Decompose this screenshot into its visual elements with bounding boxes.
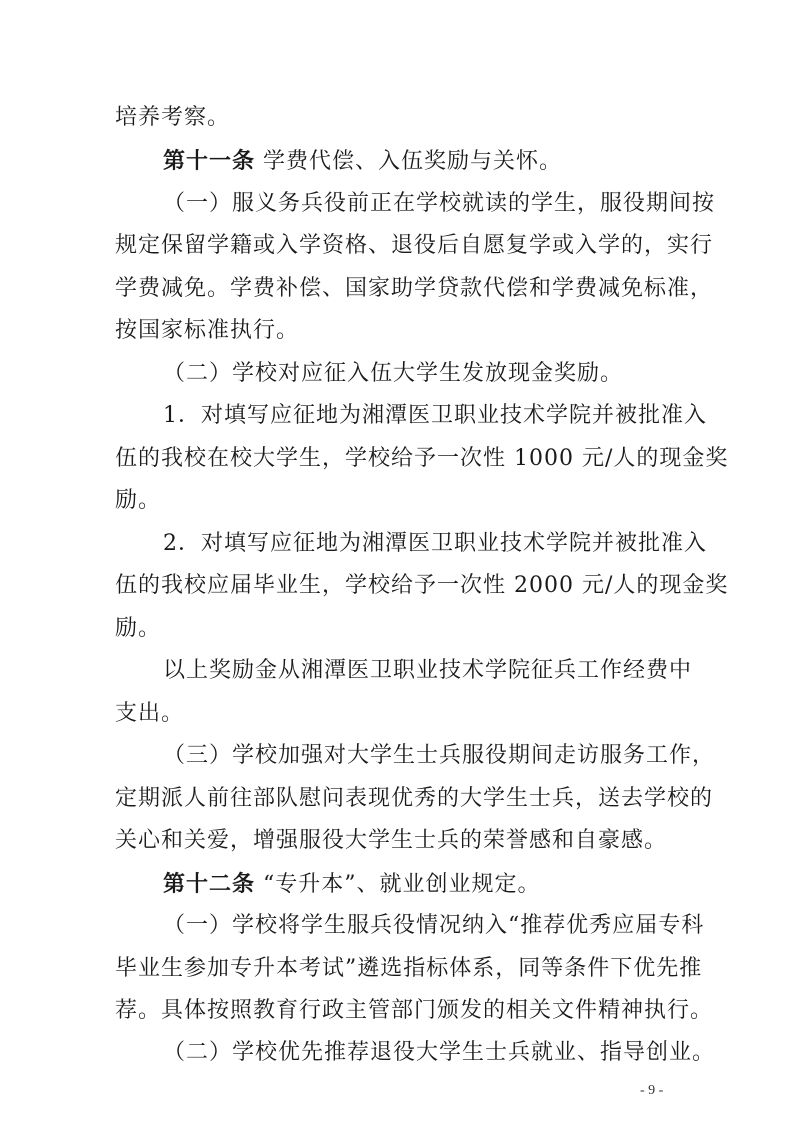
paragraph-line: 伍的我校在校大学生，学校给予一次性 1000 元/人的现金奖 <box>115 446 729 471</box>
paragraph-line: 2．对填写应征地为湘潭医卫职业技术学院并被批准入 <box>163 531 707 556</box>
paragraph-line: 关心和关爱，增强服役大学生士兵的荣誉感和自豪感。 <box>115 828 668 853</box>
paragraph-line: 毕业生参加专升本考试”遴选指标体系，同等条件下优先推 <box>115 956 703 981</box>
paragraph-line: （一）学校将学生服兵役情况纳入“推荐优秀应届专科 <box>163 913 705 938</box>
paragraph-line: 规定保留学籍或入学资格、退役后自愿复学或入学的，实行 <box>115 233 714 258</box>
paragraph-line: 荐。具体按照教育行政主管部门颁发的相关文件精神执行。 <box>115 998 714 1023</box>
paragraph-line: 励。 <box>115 616 162 641</box>
paragraph-line: 1．对填写应征地为湘潭医卫职业技术学院并被批准入 <box>163 403 707 428</box>
paragraph-line: （一）服义务兵役前正在学校就读的学生，服役期间按 <box>163 191 716 216</box>
paragraph-line: 培养考察。 <box>115 105 231 130</box>
paragraph-line: 支出。 <box>115 701 185 726</box>
paragraph-line: （二）学校优先推荐退役大学生士兵就业、指导创业。 <box>163 1040 716 1065</box>
paragraph-line: 定期派人前往部队慰问表现优秀的大学生士兵，送去学校的 <box>115 786 714 811</box>
paragraph-line: 按国家标准执行。 <box>115 318 300 343</box>
article-number: 第十二条 <box>163 871 256 897</box>
page-number: - 9 - <box>640 1083 664 1098</box>
paragraph-line: 伍的我校应届毕业生，学校给予一次性 2000 元/人的现金奖 <box>115 573 729 598</box>
paragraph-line: 学费减免。学费补偿、国家助学贷款代偿和学费减免标准， <box>115 276 714 301</box>
article-11-heading: 第十一条 学费代偿、入伍奖励与关怀。 <box>163 148 563 174</box>
article-number: 第十一条 <box>163 148 256 174</box>
article-12-heading: 第十二条 “专升本”、就业创业规定。 <box>163 871 541 897</box>
paragraph-line: （三）学校加强对大学生士兵服役期间走访服务工作， <box>163 743 716 768</box>
paragraph-line: （二）学校对应征入伍大学生发放现金奖励。 <box>163 361 624 386</box>
paragraph-line: 励。 <box>115 488 162 513</box>
paragraph-line: 以上奖励金从湘潭医卫职业技术学院征兵工作经费中 <box>163 658 693 683</box>
